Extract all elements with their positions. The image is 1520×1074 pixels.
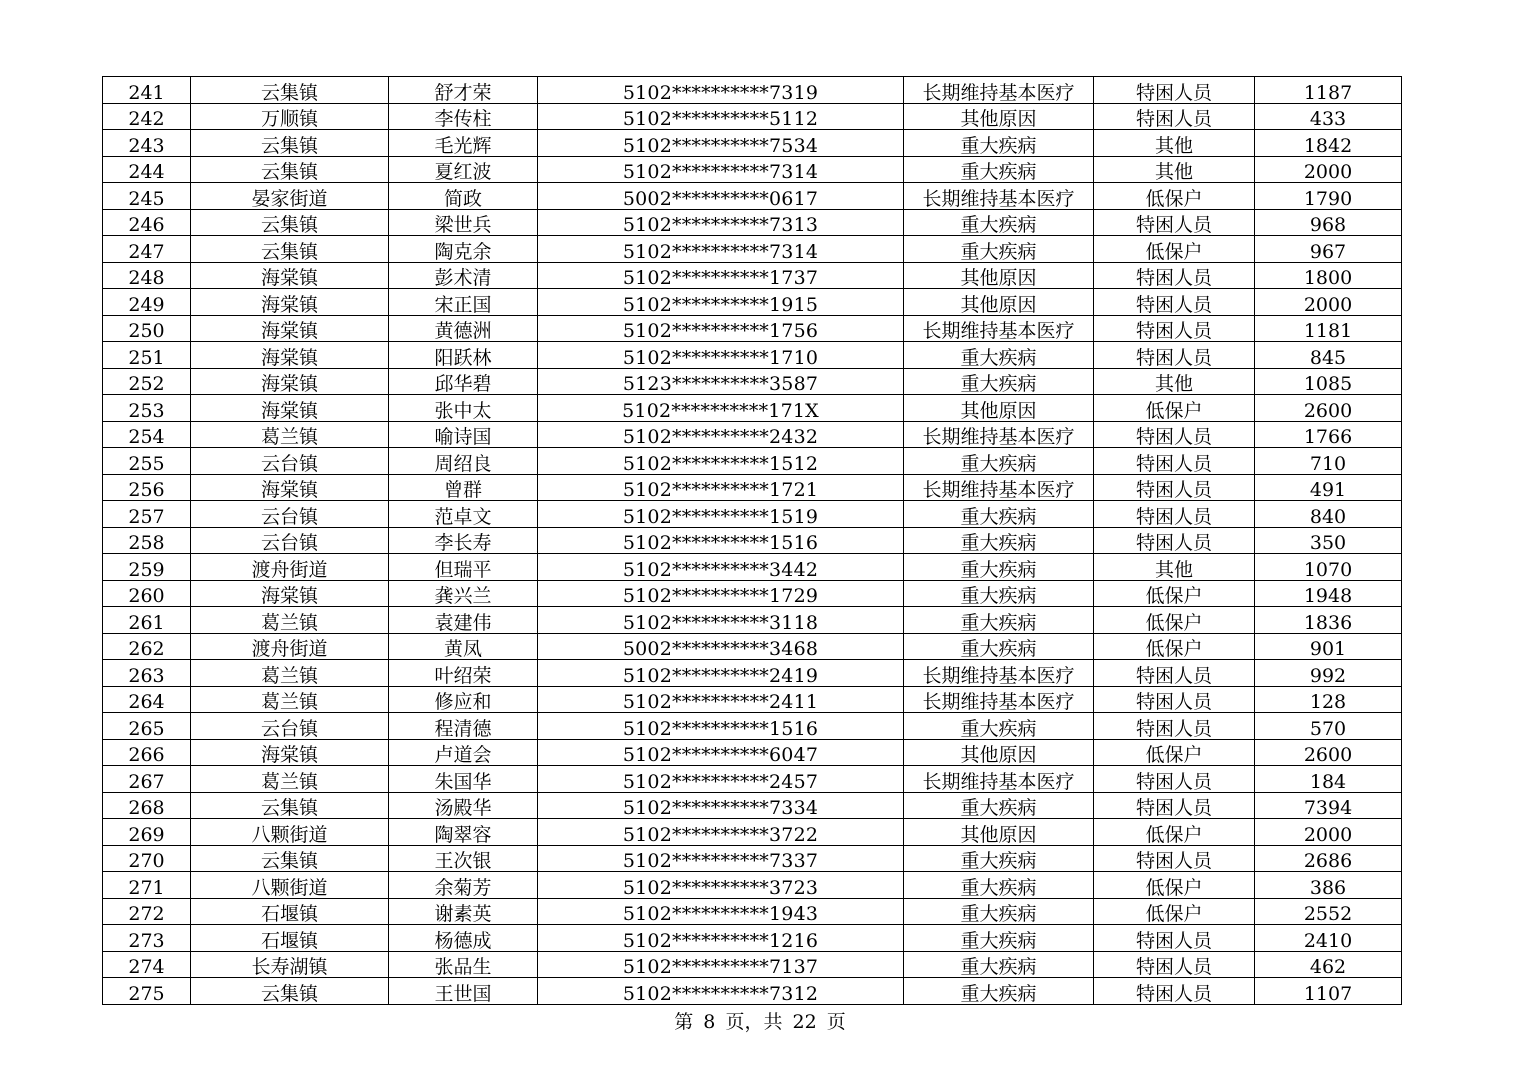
cell-serial-number: 250 [103, 315, 191, 342]
table-row [103, 633, 1402, 660]
cell-person-name: 陶克余 [389, 236, 538, 263]
cell-person-category: 低保户 [1094, 607, 1255, 634]
cell-serial-number: 256 [103, 474, 191, 501]
cell-amount: 433 [1255, 103, 1402, 130]
cell-assistance-reason: 重大疾病 [904, 527, 1094, 554]
cell-amount: 2600 [1255, 395, 1402, 422]
table-row [103, 448, 1402, 475]
cell-serial-number: 263 [103, 660, 191, 687]
cell-serial-number: 246 [103, 209, 191, 236]
cell-id-number: 5102**********2432 [538, 421, 904, 448]
cell-id-number: 5102**********6047 [538, 739, 904, 766]
cell-assistance-reason: 重大疾病 [904, 607, 1094, 634]
cell-amount: 967 [1255, 236, 1402, 263]
cell-id-number: 5002**********3468 [538, 633, 904, 660]
cell-amount: 2410 [1255, 925, 1402, 952]
cell-amount: 2686 [1255, 845, 1402, 872]
cell-person-name: 曾群 [389, 474, 538, 501]
cell-id-number: 5102**********1915 [538, 289, 904, 316]
cell-serial-number: 257 [103, 501, 191, 528]
cell-town: 海棠镇 [191, 262, 389, 289]
cell-assistance-reason: 重大疾病 [904, 156, 1094, 183]
cell-person-category: 特困人员 [1094, 766, 1255, 793]
cell-assistance-reason: 其他原因 [904, 289, 1094, 316]
cell-person-category: 其他 [1094, 368, 1255, 395]
cell-serial-number: 274 [103, 951, 191, 978]
cell-town: 石堰镇 [191, 925, 389, 952]
cell-assistance-reason: 长期维持基本医疗 [904, 474, 1094, 501]
cell-person-category: 低保户 [1094, 580, 1255, 607]
table-row [103, 978, 1402, 1005]
cell-town: 葛兰镇 [191, 766, 389, 793]
cell-assistance-reason: 重大疾病 [904, 501, 1094, 528]
cell-person-name: 宋正国 [389, 289, 538, 316]
table-row [103, 77, 1402, 104]
cell-person-name: 张品生 [389, 951, 538, 978]
table-row [103, 315, 1402, 342]
cell-person-name: 彭术清 [389, 262, 538, 289]
cell-person-category: 特困人员 [1094, 951, 1255, 978]
cell-person-category: 特困人员 [1094, 262, 1255, 289]
cell-assistance-reason: 长期维持基本医疗 [904, 686, 1094, 713]
cell-person-category: 特困人员 [1094, 501, 1255, 528]
cell-town: 葛兰镇 [191, 421, 389, 448]
cell-person-name: 李长寿 [389, 527, 538, 554]
cell-serial-number: 265 [103, 713, 191, 740]
cell-id-number: 5102**********2419 [538, 660, 904, 687]
cell-assistance-reason: 重大疾病 [904, 554, 1094, 581]
cell-person-category: 特困人员 [1094, 315, 1255, 342]
table-row [103, 845, 1402, 872]
cell-person-category: 特困人员 [1094, 103, 1255, 130]
table-row [103, 580, 1402, 607]
cell-id-number: 5102**********1512 [538, 448, 904, 475]
cell-id-number: 5102**********7137 [538, 951, 904, 978]
cell-amount: 491 [1255, 474, 1402, 501]
table-row [103, 660, 1402, 687]
table-row [103, 898, 1402, 925]
cell-serial-number: 241 [103, 77, 191, 104]
cell-assistance-reason: 重大疾病 [904, 978, 1094, 1005]
cell-town: 海棠镇 [191, 474, 389, 501]
table-row [103, 236, 1402, 263]
cell-amount: 570 [1255, 713, 1402, 740]
cell-person-category: 特困人员 [1094, 925, 1255, 952]
cell-id-number: 5102**********3723 [538, 872, 904, 899]
cell-person-category: 特困人员 [1094, 792, 1255, 819]
cell-town: 八颗街道 [191, 872, 389, 899]
cell-person-name: 叶绍荣 [389, 660, 538, 687]
cell-id-number: 5002**********0617 [538, 183, 904, 210]
table-row [103, 156, 1402, 183]
cell-person-name: 舒才荣 [389, 77, 538, 104]
cell-serial-number: 268 [103, 792, 191, 819]
cell-person-name: 黄凤 [389, 633, 538, 660]
table-row [103, 501, 1402, 528]
footer-total-pages: 22 [792, 1011, 817, 1033]
cell-person-name: 但瑞平 [389, 554, 538, 581]
cell-amount: 1842 [1255, 130, 1402, 157]
table-row [103, 474, 1402, 501]
table-row [103, 289, 1402, 316]
table-row [103, 262, 1402, 289]
cell-person-name: 陶翠容 [389, 819, 538, 846]
cell-person-category: 低保户 [1094, 633, 1255, 660]
cell-person-name: 朱国华 [389, 766, 538, 793]
footer-current-page: 8 [703, 1011, 716, 1033]
cell-id-number: 5102**********5112 [538, 103, 904, 130]
cell-person-category: 特困人员 [1094, 527, 1255, 554]
table-row [103, 554, 1402, 581]
cell-serial-number: 247 [103, 236, 191, 263]
cell-person-category: 特困人员 [1094, 209, 1255, 236]
table-row [103, 607, 1402, 634]
cell-assistance-reason: 重大疾病 [904, 898, 1094, 925]
cell-person-category: 特困人员 [1094, 77, 1255, 104]
cell-amount: 845 [1255, 342, 1402, 369]
cell-person-category: 特困人员 [1094, 978, 1255, 1005]
cell-serial-number: 245 [103, 183, 191, 210]
cell-person-name: 喻诗国 [389, 421, 538, 448]
cell-assistance-reason: 重大疾病 [904, 130, 1094, 157]
cell-serial-number: 259 [103, 554, 191, 581]
cell-id-number: 5102**********1516 [538, 527, 904, 554]
table-row [103, 368, 1402, 395]
cell-person-name: 张中太 [389, 395, 538, 422]
cell-serial-number: 252 [103, 368, 191, 395]
cell-assistance-reason: 长期维持基本医疗 [904, 77, 1094, 104]
cell-person-category: 特困人员 [1094, 342, 1255, 369]
cell-serial-number: 275 [103, 978, 191, 1005]
cell-town: 云集镇 [191, 130, 389, 157]
cell-serial-number: 244 [103, 156, 191, 183]
cell-id-number: 5102**********1721 [538, 474, 904, 501]
cell-amount: 1948 [1255, 580, 1402, 607]
table-row [103, 421, 1402, 448]
cell-town: 葛兰镇 [191, 686, 389, 713]
cell-id-number: 5102**********1516 [538, 713, 904, 740]
table-row [103, 527, 1402, 554]
cell-town: 海棠镇 [191, 315, 389, 342]
cell-id-number: 5102**********7534 [538, 130, 904, 157]
cell-amount: 1085 [1255, 368, 1402, 395]
cell-amount: 128 [1255, 686, 1402, 713]
cell-person-name: 范卓文 [389, 501, 538, 528]
table-row [103, 713, 1402, 740]
cell-person-name: 修应和 [389, 686, 538, 713]
cell-person-name: 汤殿华 [389, 792, 538, 819]
cell-person-category: 特困人员 [1094, 448, 1255, 475]
cell-person-category: 特困人员 [1094, 845, 1255, 872]
cell-amount: 1790 [1255, 183, 1402, 210]
cell-id-number: 5102**********1756 [538, 315, 904, 342]
cell-serial-number: 270 [103, 845, 191, 872]
table-row [103, 342, 1402, 369]
cell-person-category: 低保户 [1094, 872, 1255, 899]
cell-amount: 2000 [1255, 289, 1402, 316]
cell-amount: 1181 [1255, 315, 1402, 342]
cell-person-category: 低保户 [1094, 236, 1255, 263]
cell-town: 葛兰镇 [191, 660, 389, 687]
cell-id-number: 5123**********3587 [538, 368, 904, 395]
cell-id-number: 5102**********3442 [538, 554, 904, 581]
page-footer [0, 1010, 1520, 1034]
cell-amount: 901 [1255, 633, 1402, 660]
cell-assistance-reason: 重大疾病 [904, 872, 1094, 899]
cell-serial-number: 267 [103, 766, 191, 793]
cell-serial-number: 258 [103, 527, 191, 554]
cell-town: 海棠镇 [191, 342, 389, 369]
cell-person-name: 李传柱 [389, 103, 538, 130]
cell-id-number: 5102**********1519 [538, 501, 904, 528]
cell-person-category: 低保户 [1094, 819, 1255, 846]
cell-amount: 1070 [1255, 554, 1402, 581]
cell-person-name: 卢道会 [389, 739, 538, 766]
cell-id-number: 5102**********7314 [538, 236, 904, 263]
cell-amount: 386 [1255, 872, 1402, 899]
cell-assistance-reason: 其他原因 [904, 395, 1094, 422]
footer-suffix: 页 [826, 1011, 846, 1033]
cell-id-number: 5102**********3118 [538, 607, 904, 634]
cell-amount: 968 [1255, 209, 1402, 236]
cell-id-number: 5102**********171X [538, 395, 904, 422]
cell-town: 海棠镇 [191, 395, 389, 422]
cell-person-name: 夏红波 [389, 156, 538, 183]
cell-amount: 992 [1255, 660, 1402, 687]
cell-serial-number: 261 [103, 607, 191, 634]
cell-amount: 1187 [1255, 77, 1402, 104]
cell-serial-number: 260 [103, 580, 191, 607]
cell-town: 晏家街道 [191, 183, 389, 210]
cell-id-number: 5102**********7319 [538, 77, 904, 104]
cell-serial-number: 254 [103, 421, 191, 448]
cell-assistance-reason: 重大疾病 [904, 368, 1094, 395]
cell-person-category: 其他 [1094, 130, 1255, 157]
cell-person-category: 特困人员 [1094, 474, 1255, 501]
cell-person-name: 周绍良 [389, 448, 538, 475]
cell-person-name: 龚兴兰 [389, 580, 538, 607]
cell-serial-number: 255 [103, 448, 191, 475]
cell-serial-number: 273 [103, 925, 191, 952]
relief-recipient-table [102, 76, 1402, 1005]
cell-serial-number: 248 [103, 262, 191, 289]
cell-amount: 1800 [1255, 262, 1402, 289]
cell-amount: 710 [1255, 448, 1402, 475]
cell-id-number: 5102**********7313 [538, 209, 904, 236]
table-row [103, 766, 1402, 793]
cell-assistance-reason: 其他原因 [904, 103, 1094, 130]
cell-person-category: 其他 [1094, 554, 1255, 581]
cell-id-number: 5102**********1710 [538, 342, 904, 369]
cell-person-category: 特困人员 [1094, 660, 1255, 687]
table-row [103, 739, 1402, 766]
cell-assistance-reason: 长期维持基本医疗 [904, 660, 1094, 687]
cell-town: 云集镇 [191, 156, 389, 183]
cell-id-number: 5102**********3722 [538, 819, 904, 846]
table-row [103, 130, 1402, 157]
cell-amount: 840 [1255, 501, 1402, 528]
cell-town: 八颗街道 [191, 819, 389, 846]
cell-serial-number: 272 [103, 898, 191, 925]
cell-id-number: 5102**********7312 [538, 978, 904, 1005]
cell-id-number: 5102**********1729 [538, 580, 904, 607]
cell-assistance-reason: 重大疾病 [904, 342, 1094, 369]
cell-assistance-reason: 重大疾病 [904, 845, 1094, 872]
cell-amount: 1836 [1255, 607, 1402, 634]
cell-person-name: 王次银 [389, 845, 538, 872]
cell-town: 云集镇 [191, 77, 389, 104]
cell-assistance-reason: 其他原因 [904, 819, 1094, 846]
table-row [103, 183, 1402, 210]
cell-town: 渡舟街道 [191, 554, 389, 581]
cell-amount: 184 [1255, 766, 1402, 793]
cell-town: 云台镇 [191, 501, 389, 528]
cell-serial-number: 266 [103, 739, 191, 766]
footer-mid: 页，共 [725, 1011, 783, 1033]
cell-person-category: 特困人员 [1094, 713, 1255, 740]
cell-person-category: 低保户 [1094, 898, 1255, 925]
cell-person-category: 低保户 [1094, 395, 1255, 422]
cell-person-category: 特困人员 [1094, 686, 1255, 713]
table-row [103, 792, 1402, 819]
table-row [103, 925, 1402, 952]
cell-serial-number: 271 [103, 872, 191, 899]
cell-town: 石堰镇 [191, 898, 389, 925]
cell-assistance-reason: 重大疾病 [904, 633, 1094, 660]
cell-person-name: 程清德 [389, 713, 538, 740]
cell-town: 云台镇 [191, 713, 389, 740]
cell-assistance-reason: 重大疾病 [904, 236, 1094, 263]
cell-person-category: 低保户 [1094, 739, 1255, 766]
cell-town: 葛兰镇 [191, 607, 389, 634]
cell-person-name: 阳跃林 [389, 342, 538, 369]
cell-town: 云集镇 [191, 792, 389, 819]
cell-town: 云台镇 [191, 448, 389, 475]
cell-id-number: 5102**********2411 [538, 686, 904, 713]
cell-serial-number: 243 [103, 130, 191, 157]
cell-town: 海棠镇 [191, 580, 389, 607]
cell-town: 云台镇 [191, 527, 389, 554]
cell-assistance-reason: 重大疾病 [904, 925, 1094, 952]
cell-town: 云集镇 [191, 845, 389, 872]
cell-assistance-reason: 重大疾病 [904, 209, 1094, 236]
cell-amount: 2600 [1255, 739, 1402, 766]
cell-serial-number: 264 [103, 686, 191, 713]
cell-person-name: 简政 [389, 183, 538, 210]
cell-person-name: 邱华碧 [389, 368, 538, 395]
cell-town: 海棠镇 [191, 368, 389, 395]
cell-person-name: 毛光辉 [389, 130, 538, 157]
cell-person-name: 梁世兵 [389, 209, 538, 236]
cell-assistance-reason: 长期维持基本医疗 [904, 315, 1094, 342]
cell-amount: 7394 [1255, 792, 1402, 819]
cell-person-category: 低保户 [1094, 183, 1255, 210]
cell-amount: 1766 [1255, 421, 1402, 448]
cell-id-number: 5102**********2457 [538, 766, 904, 793]
cell-assistance-reason: 长期维持基本医疗 [904, 183, 1094, 210]
cell-person-category: 特困人员 [1094, 289, 1255, 316]
cell-id-number: 5102**********1216 [538, 925, 904, 952]
cell-id-number: 5102**********1943 [538, 898, 904, 925]
cell-assistance-reason: 其他原因 [904, 739, 1094, 766]
cell-serial-number: 269 [103, 819, 191, 846]
table-row [103, 209, 1402, 236]
cell-assistance-reason: 重大疾病 [904, 580, 1094, 607]
cell-id-number: 5102**********7337 [538, 845, 904, 872]
cell-town: 长寿湖镇 [191, 951, 389, 978]
cell-town: 云集镇 [191, 209, 389, 236]
cell-serial-number: 253 [103, 395, 191, 422]
cell-town: 渡舟街道 [191, 633, 389, 660]
cell-town: 万顺镇 [191, 103, 389, 130]
cell-assistance-reason: 其他原因 [904, 262, 1094, 289]
cell-assistance-reason: 重大疾病 [904, 448, 1094, 475]
table-row [103, 951, 1402, 978]
cell-town: 云集镇 [191, 236, 389, 263]
table-row [103, 686, 1402, 713]
cell-town: 海棠镇 [191, 739, 389, 766]
cell-person-name: 黄德洲 [389, 315, 538, 342]
cell-amount: 2552 [1255, 898, 1402, 925]
cell-town: 海棠镇 [191, 289, 389, 316]
cell-person-category: 特困人员 [1094, 421, 1255, 448]
table-row [103, 395, 1402, 422]
cell-person-name: 余菊芳 [389, 872, 538, 899]
cell-person-name: 谢素英 [389, 898, 538, 925]
cell-serial-number: 251 [103, 342, 191, 369]
cell-person-name: 袁建伟 [389, 607, 538, 634]
cell-amount: 350 [1255, 527, 1402, 554]
cell-assistance-reason: 重大疾病 [904, 792, 1094, 819]
cell-assistance-reason: 长期维持基本医疗 [904, 421, 1094, 448]
cell-id-number: 5102**********7314 [538, 156, 904, 183]
cell-person-category: 其他 [1094, 156, 1255, 183]
cell-town: 云集镇 [191, 978, 389, 1005]
table-body [103, 77, 1402, 1005]
cell-assistance-reason: 重大疾病 [904, 951, 1094, 978]
cell-person-name: 杨德成 [389, 925, 538, 952]
cell-assistance-reason: 长期维持基本医疗 [904, 766, 1094, 793]
cell-amount: 1107 [1255, 978, 1402, 1005]
table-row [103, 872, 1402, 899]
table-row [103, 103, 1402, 130]
footer-prefix: 第 [674, 1011, 694, 1033]
cell-assistance-reason: 重大疾病 [904, 713, 1094, 740]
cell-serial-number: 242 [103, 103, 191, 130]
cell-person-name: 王世国 [389, 978, 538, 1005]
cell-id-number: 5102**********1737 [538, 262, 904, 289]
cell-id-number: 5102**********7334 [538, 792, 904, 819]
table-row [103, 819, 1402, 846]
cell-amount: 2000 [1255, 156, 1402, 183]
cell-amount: 462 [1255, 951, 1402, 978]
cell-serial-number: 262 [103, 633, 191, 660]
cell-serial-number: 249 [103, 289, 191, 316]
cell-amount: 2000 [1255, 819, 1402, 846]
